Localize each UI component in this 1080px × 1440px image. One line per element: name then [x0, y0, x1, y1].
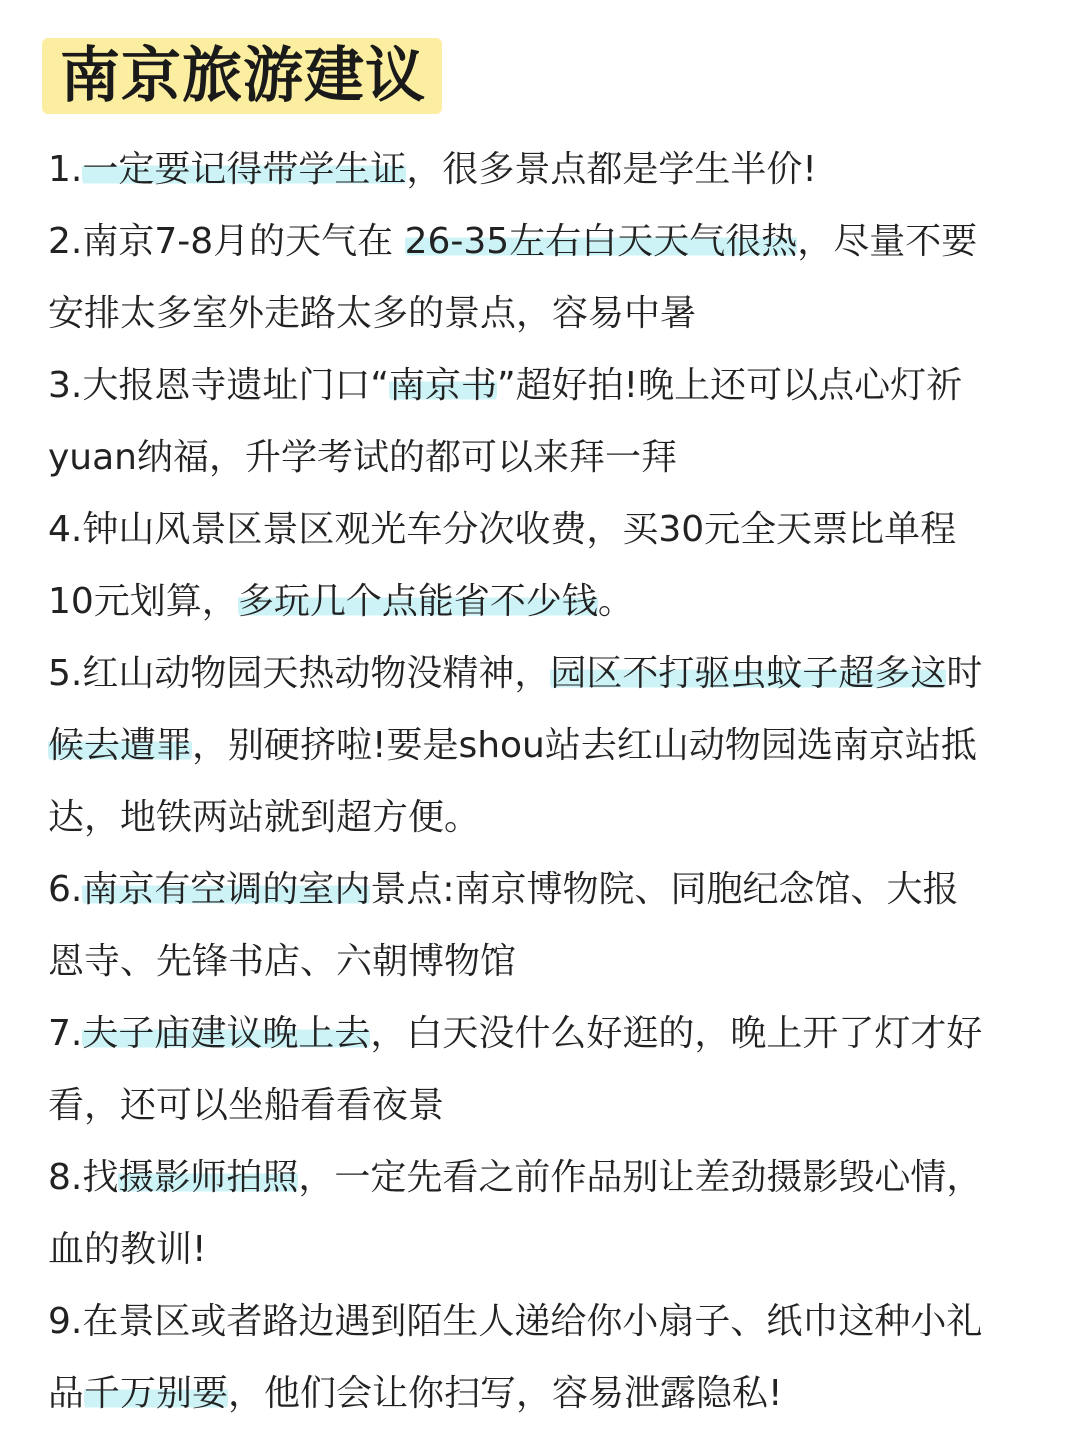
tip-text: 血的教训!	[48, 1229, 207, 1270]
tip-text: 。	[597, 581, 634, 622]
tip-1-line-1	[48, 134, 1048, 206]
highlighted-text: 南京有空调的室内	[82, 869, 371, 910]
tip-text: 景点:南京博物院、同胞纪念馆、大报	[370, 869, 959, 910]
tip-text: 2.南京7-8月的天气在	[48, 221, 405, 262]
tip-text: 安排太多室外走路太多的景点，容易中暑	[48, 293, 697, 334]
tip-5-line-1	[48, 638, 1048, 710]
tip-text: 6.	[48, 869, 83, 910]
tip-5-line-3	[48, 782, 1048, 854]
tip-9-line-1	[48, 1286, 1048, 1358]
tip-text: ，白天没什么好逛的，晚上开了灯才好	[370, 1013, 983, 1054]
tip-text: 5.红山动物园天热动物没精神，	[48, 653, 551, 694]
highlighted-text: 26-35左右白天天气很热	[404, 221, 798, 262]
highlighted-text: 夫子庙建议晚上去	[82, 1013, 371, 1054]
tip-text: 看，还可以坐船看看夜景	[48, 1085, 445, 1126]
highlighted-text: 千万别要	[84, 1373, 229, 1414]
tip-text: ，别硬挤啦!要是shou站去红山动物园选南京站抵	[192, 725, 977, 766]
title-highlight	[42, 38, 442, 114]
tip-6-line-1	[48, 854, 1048, 926]
highlighted-text: 园区不打驱虫蚊子超多这	[550, 653, 947, 694]
tip-8-line-1	[48, 1142, 1048, 1214]
tip-text: yuan纳福，升学考试的都可以来拜一拜	[48, 437, 677, 478]
tip-text: 时	[946, 653, 983, 694]
highlighted-text: 南京书	[389, 365, 498, 406]
highlighted-text: 一定要记得带学生证	[82, 149, 407, 190]
tip-text: 3.大报恩寺遗址门口“	[48, 365, 389, 406]
tip-text: 8.找	[48, 1157, 119, 1198]
tip-8-line-2	[48, 1214, 1048, 1286]
page-title: 南京旅游建议	[60, 41, 426, 111]
tip-text: 恩寺、先锋书店、六朝博物馆	[48, 941, 517, 982]
tip-text: ”超好拍!晚上还可以点心灯祈	[497, 365, 963, 406]
highlighted-text: 摄影师拍照	[118, 1157, 299, 1198]
tip-text: ，一定先看之前作品别让差劲摄影毁心情，	[298, 1157, 983, 1198]
highlighted-text: 候去遭罪	[48, 725, 193, 766]
tip-text: ，尽量不要	[797, 221, 978, 262]
tip-4-line-1	[48, 494, 1048, 566]
tip-7-line-1	[48, 998, 1048, 1070]
tips-list	[48, 134, 1048, 1430]
tip-text: 10元划算，	[48, 581, 238, 622]
tip-5-line-2	[48, 710, 1048, 782]
tip-2-line-1	[48, 206, 1048, 278]
tip-text: ，他们会让你扫写，容易泄露隐私!	[228, 1373, 783, 1414]
tip-2-line-2	[48, 278, 1048, 350]
tip-7-line-2	[48, 1070, 1048, 1142]
tip-text: ，很多景点都是学生半价!	[406, 149, 817, 190]
tip-3-line-2	[48, 422, 1048, 494]
tip-6-line-2	[48, 926, 1048, 998]
highlighted-text: 多玩几个点能省不少钱	[237, 581, 598, 622]
tip-3-line-1	[48, 350, 1048, 422]
tip-text: 9.在景区或者路边遇到陌生人递给你小扇子、纸巾这种小礼	[48, 1301, 983, 1342]
tip-text: 品	[48, 1373, 85, 1414]
tip-text: 1.	[48, 149, 83, 190]
tip-4-line-2	[48, 566, 1048, 638]
tip-9-line-2	[48, 1358, 1048, 1430]
tip-text: 达，地铁两站就到超方便。	[48, 797, 481, 838]
tip-text: 4.钟山风景区景区观光车分次收费，买30元全天票比单程	[48, 509, 957, 550]
tip-text: 7.	[48, 1013, 83, 1054]
